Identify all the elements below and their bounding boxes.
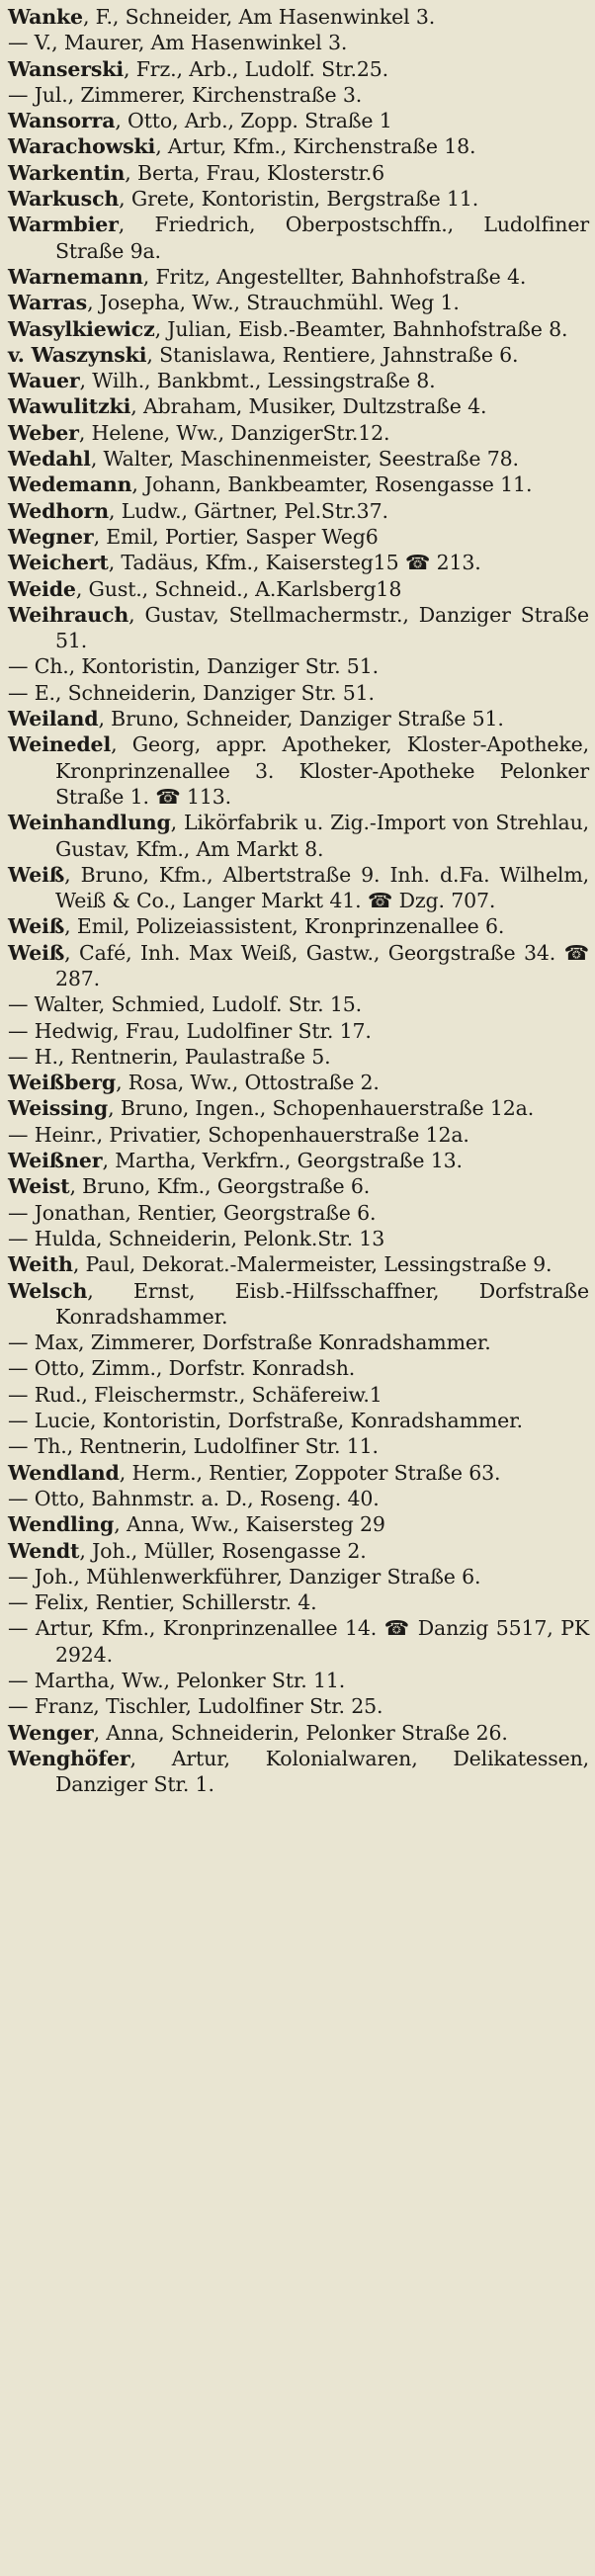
directory-entry (8, 1511, 589, 1537)
directory-entry (8, 862, 589, 914)
entry-surname: Warkusch (8, 187, 120, 212)
entry-surname: Weber (8, 420, 79, 445)
entry-details: , Wilh., Bankbmt., Lessingstraße 8. (79, 369, 436, 393)
entry-details: — Martha, Ww., Pelonker Str. 11. (8, 1669, 346, 1692)
entry-details: — Heinr., Privatier, Schopenhauerstraße 12a. (8, 1122, 469, 1147)
entry-surname: Welsch (8, 1278, 88, 1303)
directory-entry (8, 342, 589, 368)
entry-surname: Warras (8, 291, 88, 315)
directory-entry (8, 991, 589, 1017)
entry-surname: Weißner (8, 1149, 103, 1173)
entry-details: , Ludw., Gärtner, Pel.Str.37. (108, 498, 388, 523)
entry-surname: v. Waszynski (8, 342, 147, 367)
entry-details: , Fritz, Angestellter, Bahnhofstraße 4. (142, 264, 527, 289)
entry-details: , Anna, Ww., Kaisersteg 29 (114, 1512, 385, 1537)
entry-details: , Bruno, Ingen., Schopenhauerstraße 12a. (108, 1096, 535, 1121)
entry-surname: Weißberg (8, 1071, 117, 1095)
entry-details: , Helene, Ww., DanzigerStr.12. (78, 420, 390, 445)
entry-details: , Friedrich, Oberpostschffn., Ludolfiner Straße 9a. (55, 213, 589, 263)
entry-details: — H., Rentnerin, Paulastraße 5. (8, 1044, 331, 1069)
directory-entry (8, 1668, 589, 1693)
directory-entry (8, 82, 589, 108)
entry-details: — Lucie, Kontoristin, Dorfstraße, Konradshammer. (8, 1409, 523, 1433)
entry-details: , Emil, Polizeiassistent, Kronprinzenallee 6. (64, 914, 505, 939)
entry-details: , Gustav, Stellmachermstr., Danziger Straße 51. (55, 602, 589, 653)
directory-entry (8, 446, 589, 472)
entry-details: , Walter, Maschinenmeister, Seestraße 78. (90, 447, 519, 472)
directory-entry (8, 524, 589, 550)
entry-details: — Felix, Rentier, Schillerstr. 4. (8, 1590, 317, 1615)
entry-details: , Berta, Frau, Klosterstr.6 (125, 160, 385, 185)
entry-surname: Warmbier (8, 213, 119, 237)
entry-surname: Wedemann (8, 472, 132, 497)
entry-surname: Wedhorn (8, 498, 109, 523)
entry-details: — Walter, Schmied, Ludolf. Str. 15. (8, 992, 362, 1017)
entry-surname: Wauer (8, 369, 80, 393)
entry-surname: Wansorra (8, 109, 116, 133)
directory-entry (8, 1382, 589, 1408)
entry-details: — V., Maurer, Am Hasenwinkel 3. (8, 31, 348, 55)
entry-surname: Weinedel (8, 732, 112, 757)
directory-entry (8, 1018, 589, 1044)
entry-surname: Wenghöfer (8, 1746, 130, 1770)
directory-entry (8, 1226, 589, 1251)
directory-entry (8, 1070, 589, 1095)
entry-surname: Weissing (8, 1096, 109, 1121)
directory-entry (8, 653, 589, 679)
directory-entry (8, 1564, 589, 1589)
directory-entry (8, 160, 589, 186)
entry-details: , Otto, Arb., Zopp. Straße 1 (115, 109, 392, 133)
entry-details: , Bruno, Kfm., Albertstraße 9. Inh. d.Fa. Wilhelm, Weiß & Co., Langer Markt 41. ☎ Dzg. 707. (55, 862, 589, 913)
entry-surname: Wedahl (8, 447, 91, 472)
entry-details: , Paul, Dekorat.-Malermeister, Lessingstraße 9. (72, 1252, 552, 1277)
entry-details: , Herm., Rentier, Zoppoter Straße 63. (119, 1460, 501, 1485)
directory-entry (8, 393, 589, 419)
directory-entry (8, 290, 589, 315)
entry-surname: Weiß (8, 940, 65, 965)
directory-entry (8, 30, 589, 55)
entry-surname: Weiß (8, 862, 65, 887)
entry-surname: Wendt (8, 1538, 80, 1563)
entry-details: , F., Schneider, Am Hasenwinkel 3. (82, 5, 436, 29)
directory-entry (8, 108, 589, 133)
directory-entry (8, 1538, 589, 1564)
entry-details: — Jul., Zimmerer, Kirchenstraße 3. (8, 82, 363, 107)
entry-surname: Wenger (8, 1720, 94, 1745)
entry-details: — Franz, Tischler, Ludolfiner Str. 25. (8, 1694, 383, 1719)
entry-surname: Wasylkiewicz (8, 316, 155, 341)
entry-details: — E., Schneiderin, Danziger Str. 51. (8, 680, 375, 705)
directory-entry (8, 1278, 589, 1331)
entry-details: — Rud., Fleischermstr., Schäfereiw.1 (8, 1382, 382, 1407)
entry-details: — Otto, Bahnmstr. a. D., Roseng. 40. (8, 1486, 380, 1510)
directory-entry (8, 1615, 589, 1668)
entry-details: , Grete, Kontoristin, Bergstraße 11. (119, 187, 479, 212)
entry-details: — Artur, Kfm., Kronprinzenallee 14. ☎ Danzig 5517, PK 2924. (8, 1616, 589, 1667)
entry-surname: Weith (8, 1252, 73, 1277)
entry-details: , Abraham, Musiker, Dultzstraße 4. (130, 394, 487, 419)
directory-entry (8, 1746, 589, 1798)
entry-surname: Warachowski (8, 134, 156, 159)
directory-entry (8, 368, 589, 393)
directory-entry (8, 1044, 589, 1070)
entry-surname: Wanke (8, 5, 83, 29)
entry-details: , Bruno, Schneider, Danziger Straße 51. (98, 707, 504, 731)
directory-entry (8, 186, 589, 212)
directory-entry (8, 602, 589, 654)
entry-details: , Joh., Müller, Rosengasse 2. (79, 1538, 367, 1563)
entry-details: , Frz., Arb., Ludolf. Str.25. (124, 56, 389, 81)
entry-details: — Hulda, Schneiderin, Pelonk.Str. 13 (8, 1226, 385, 1250)
entry-details: — Joh., Mühlenwerkführer, Danziger Straße 6. (8, 1564, 481, 1589)
entry-surname: Weichert (8, 551, 109, 575)
directory-entry (8, 680, 589, 706)
directory-entry (8, 1589, 589, 1615)
entry-details: — Max, Zimmerer, Dorfstraße Konradshammer. (8, 1331, 491, 1355)
entry-details: , Tadäus, Kfm., Kaisersteg15 ☎ 213. (108, 551, 481, 575)
directory-entry (8, 420, 589, 446)
directory-entry (8, 1122, 589, 1148)
directory-entry (8, 1486, 589, 1511)
directory-entry (8, 550, 589, 575)
directory-entry (8, 316, 589, 342)
directory-entry (8, 940, 589, 992)
directory-entry (8, 498, 589, 524)
directory-entry (8, 576, 589, 602)
directory-entry (8, 472, 589, 497)
entry-details: , Anna, Schneiderin, Pelonker Straße 26. (93, 1720, 508, 1745)
entry-surname: Weist (8, 1174, 70, 1199)
directory-entry (8, 1355, 589, 1381)
directory-entry (8, 1693, 589, 1719)
entry-details: — Hedwig, Frau, Ludolfiner Str. 17. (8, 1018, 372, 1043)
entry-details: , Ernst, Eisb.-Hilfsschaffner, Dorfstraße Konradshammer. (55, 1278, 589, 1329)
entry-details: , Café, Inh. Max Weiß, Gastw., Georgstraße 34. ☎ 287. (55, 940, 589, 990)
entry-details: , Likörfabrik u. Zig.-Import von Strehlau, Gustav, Kfm., Am Markt 8. (55, 811, 589, 861)
directory-entry (8, 913, 589, 939)
entry-surname: Weiland (8, 707, 99, 731)
directory-entry (8, 1200, 589, 1226)
directory-entry (8, 1330, 589, 1355)
entry-details: , Julian, Eisb.-Beamter, Bahnhofstraße 8. (154, 316, 568, 341)
directory-entry (8, 264, 589, 290)
directory-entry (8, 1251, 589, 1277)
entry-details: , Artur, Kolonialwaren, Delikatessen, Danziger Str. 1. (55, 1746, 589, 1797)
entry-surname: Weinhandlung (8, 811, 171, 835)
directory-entry (8, 1148, 589, 1173)
entry-details: , Josepha, Ww., Strauchmühl. Weg 1. (87, 291, 460, 315)
entry-surname: Warnemann (8, 264, 143, 289)
entry-surname: Wendland (8, 1460, 120, 1485)
entry-details: — Th., Rentnerin, Ludolfiner Str. 11. (8, 1434, 379, 1459)
entry-details: — Jonathan, Rentier, Georgstraße 6. (8, 1200, 377, 1225)
directory-entry (8, 731, 589, 810)
entry-surname: Weide (8, 576, 76, 601)
directory-entry (8, 706, 589, 731)
directory-entry (8, 1433, 589, 1459)
directory-entry (8, 1720, 589, 1746)
entry-details: , Emil, Portier, Sasper Weg6 (93, 524, 379, 549)
entry-surname: Wendling (8, 1512, 115, 1537)
directory-entry (8, 4, 589, 30)
entry-details: , Artur, Kfm., Kirchenstraße 18. (155, 134, 476, 159)
entry-details: — Otto, Zimm., Dorfstr. Konradsh. (8, 1356, 356, 1381)
entry-surname: Weiß (8, 914, 65, 939)
entry-surname: Warkentin (8, 160, 126, 185)
directory-entry (8, 810, 589, 862)
entry-details: , Georg, appr. Apotheker, Kloster-Apotheke, Kronprinzenallee 3. Kloster-Apotheke Pelonker Straße 1. ☎ 113. (55, 732, 589, 809)
entry-details: , Bruno, Kfm., Georgstraße 6. (69, 1174, 371, 1199)
directory-entry (8, 212, 589, 264)
entry-surname: Weihrauch (8, 602, 129, 627)
directory-entry (8, 1173, 589, 1199)
entry-details: , Stanislawa, Rentiere, Jahnstraße 6. (146, 342, 519, 367)
entry-surname: Wanserski (8, 56, 124, 81)
directory-entry (8, 133, 589, 159)
entry-surname: Wegner (8, 524, 94, 549)
directory-entry (8, 1408, 589, 1433)
entry-details: , Gust., Schneid., A.Karlsberg18 (75, 576, 402, 601)
entry-surname: Wawulitzki (8, 394, 131, 419)
directory-entry (8, 1460, 589, 1486)
directory-entry (8, 56, 589, 82)
entry-details: , Johann, Bankbeamter, Rosengasse 11. (131, 472, 533, 497)
entry-details: , Rosa, Ww., Ottostraße 2. (116, 1071, 380, 1095)
entry-details: — Ch., Kontoristin, Danziger Str. 51. (8, 654, 379, 679)
entry-details: , Martha, Verkfrn., Georgstraße 13. (102, 1149, 463, 1173)
directory-entry (8, 1095, 589, 1121)
